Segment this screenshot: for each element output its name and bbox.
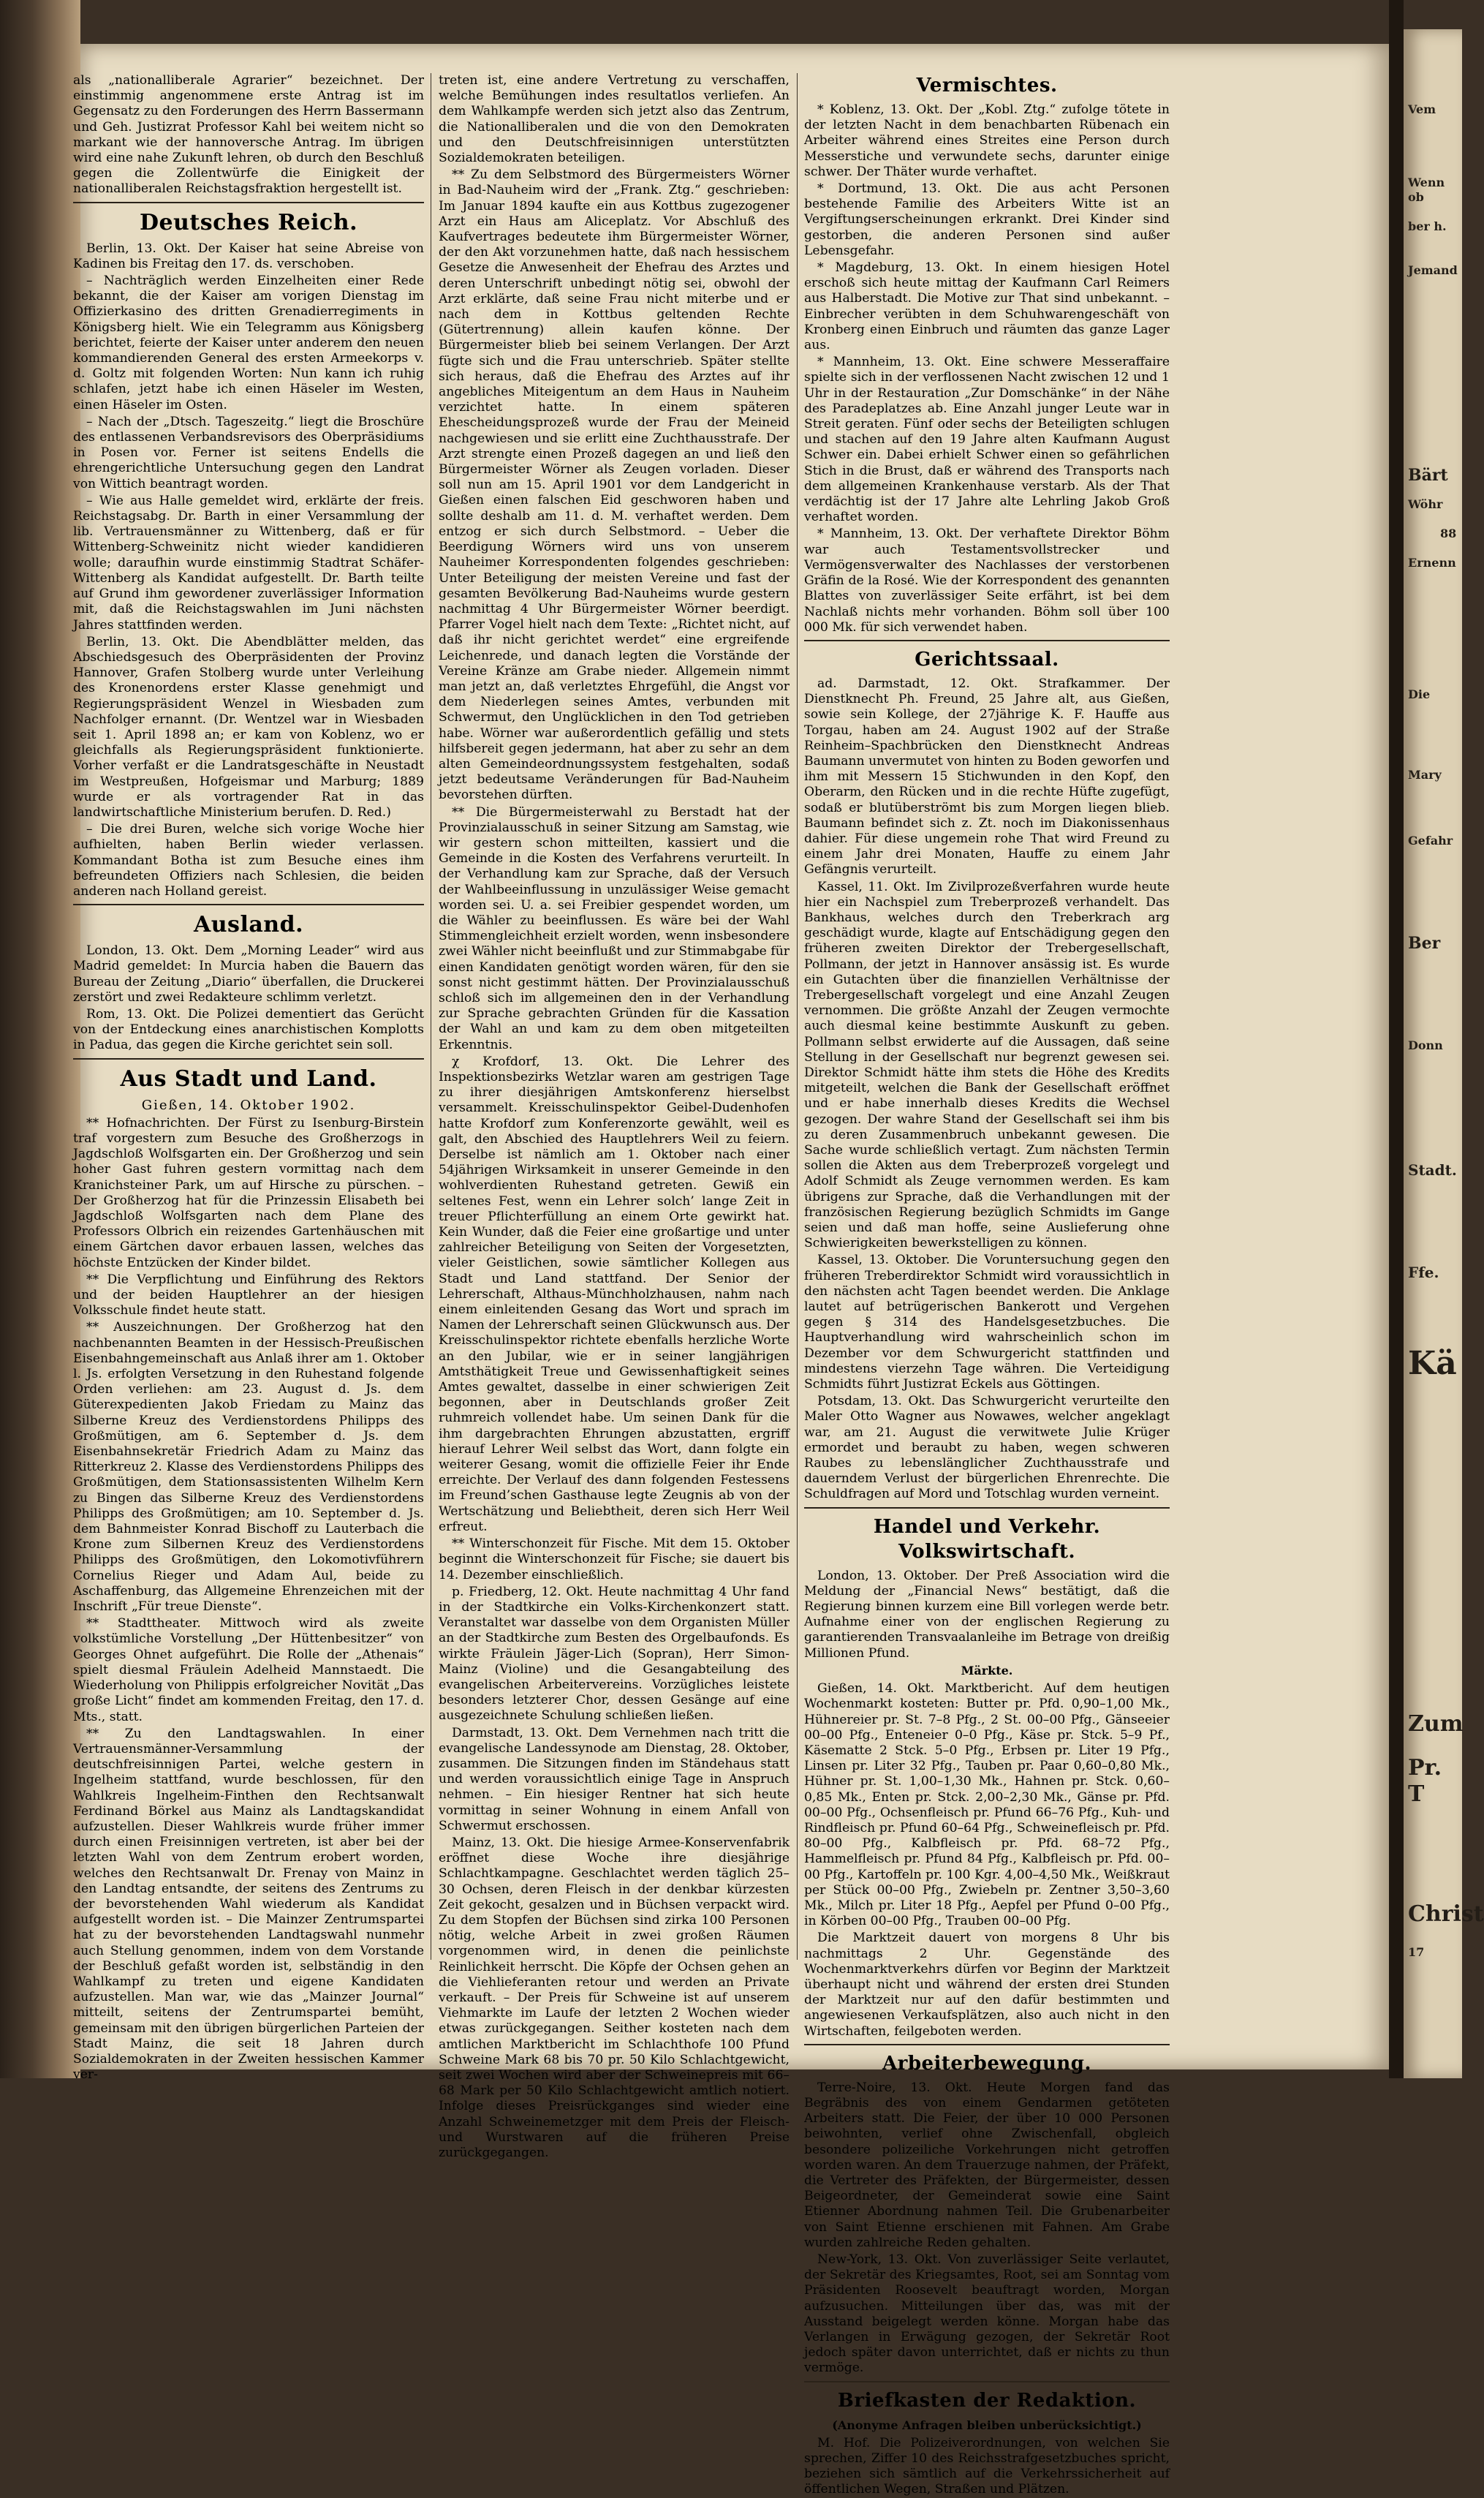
article-paragraph: ** Hofnachrichten. Der Fürst zu Isenburg-Birstein traf vorgestern zum Besuche des Großherzogs in Jagdschloß Wolfsgarten ein. Der Großherzog und sein hoher Gast fuhren gestern vormittag nach dem Kranichsteiner Park, um auf Hirsche zu pürschen. – Der Großherzog hat für die Prinzessin Elisabeth bei Jagdschloß Wolfsgarten nach dem Plane des Professors Olbrich ein reizendes Gartenhäuschen mit einem Gärtchen davor erbauen lassen, welches das höchste Entzücken der Kinder bildet. [73, 1115, 424, 1270]
subheading-maerkte: Märkte. [961, 1663, 1013, 1678]
divider [804, 2044, 1170, 2045]
column-3 [804, 73, 1170, 2497]
fragment-0: Vem [1408, 102, 1436, 116]
article-paragraph: New-York, 13. Okt. Von zuverlässiger Seite verlautet, der Sekretär des Kriegsamtes, Root, sei am Sonntag vom Präsidenten Roosevelt beauftragt worden, Morgan aufzusuchen. Mitteilungen über das, was mit der Ausstand beigelegt werden könne. Morgan habe das Verlangen in Erwägung gezogen, der Sekretär Root jedoch später davon unterrichtet, daß er nichts zu thun vermöge. [804, 2252, 1170, 2376]
intro-paragraph: als „nationalliberale Agrarier“ bezeichnet. Der einstimmig angenommene erste Antrag ist im Gegensatz zu den Forderungen des Herrn Bassermann und Geh. Justizrat Professor Kahl bei weitem nicht so markant wie der hannoversche Antrag. Im übrigen wird eine nahe Zukunft lehren, ob durch den Beschluß gegen die Zollentwürfe die Einigkeit der nationalliberalen Reichstagsfraktion hergestellt ist. [73, 73, 424, 197]
fragment-11: Ber [1408, 934, 1441, 953]
article-paragraph: treten ist, eine andere Vertretung zu verschaffen, welche Bemühungen indes resultatlos verliefen. An dem Wahlkampfe werden sich jetzt also das Zentrum, die Nationalliberalen und die von den Demokraten und den Deutschfreisinnigen unterstützten Sozialdemokraten beteiligen. [439, 73, 790, 166]
fragment-12: Donn [1408, 1038, 1443, 1052]
fragment-15: Kä [1408, 1345, 1457, 1382]
fragment-2: ber h. [1408, 219, 1447, 233]
article-paragraph: ad. Darmstadt, 12. Okt. Strafkammer. Der Dienstknecht Ph. Freund, 25 Jahre alt, aus Gießen, sowie sein Kollege, der 27jährige K. F. Hauffe aus Torgau, haben am 24. August 1902 auf der Straße Reinheim–Spachbrücken den Dienstknecht Andreas Baumann unvermutet von hinten zu Boden geworfen und ihm mit Messern 15 Stichwunden in den Kopf, den Oberarm, den Rücken und in die rechte Hüfte zugefügt, sodaß er blutüberströmt bis zum Morgen liegen blieb. Baumann befindet sich z. Zt. noch im Diakonissenhaus dahier. Für diese ungemein rohe That wird Freund zu einem Jahr drei Monaten, Hauffe zu einem Jahr Gefängnis verurteilt. [804, 676, 1170, 878]
article-paragraph: ** Stadttheater. Mittwoch wird als zweite volkstümliche Vorstellung „Der Hüttenbesitzer“ von Georges Ohnet aufgeführt. Die Rolle der „Athenais“ spielt diesmal Fräulein Adelheid Mannstaedt. Die Wiederholung von Philippis erfolgreicher Novität „Das große Licht“ findet am kommenden Freitag, den 17. d. Mts., statt. [73, 1616, 424, 1724]
heading-briefkasten: Briefkasten der Redaktion. [837, 2389, 1137, 2412]
fragment-4: Bärt [1408, 466, 1448, 485]
divider [804, 2381, 1170, 2382]
column-2 [439, 73, 790, 2161]
article-paragraph: Mainz, 13. Okt. Die hiesige Armee-Konservenfabrik eröffnet diese Woche ihre diesjährige Schlachtkampagne. Geschlachtet werden täglich 25–30 Ochsen, deren Fleisch in der denkbar kürzesten Zeit gekocht, gesalzen und in Büchsen verpackt wird. Zu dem Stopfen der Büchsen sind zirka 100 Personen nötig, welche Arbeit in zwei großen Räumen vorgenommen wird, in denen die peinlichste Reinlichkeit herrscht. Die Köpfe der Ochsen gehen an die Viehlieferanten retour und werden an Private verkauft. – Der Preis für Schweine ist auf unserem Viehmarkte im Laufe der letzten 2 Wochen wieder etwas zurückgegangen. Seither kosteten nach dem amtlichen Marktbericht im Schlachthofe 100 Pfund Schweine Mark 68 bis 70 pr. 50 Kilo Schlachtgewicht, seit zwei Wochen wird aber der Schweinepreis mit 66–68 Mark per 50 Kilo Schlachtgewicht amtlich notiert. Infolge dieses Preisrückganges sind wieder eine Anzahl Schweinemetzger mit dem Preis der Fleisch- und Wurstwaren auf die früheren Preise zurückgegangen. [439, 1835, 790, 2161]
article-paragraph: Rom, 13. Okt. Die Polizei dementiert das Gerücht von der Entdeckung eines anarchistischen Komplotts in Padua, das gegen die Kirche gerichtet sein soll. [73, 1006, 424, 1053]
article-paragraph: * Magdeburg, 13. Okt. In einem hiesigen Hotel erschoß sich heute mittag der Kaufmann Carl Reimers aus Halberstadt. Die Motive zur That sind unbekannt. – Einbrecher verübten in dem Schuhwarengeschäft von Kronberg einen Einbruch und räumten das ganze Lager aus. [804, 260, 1170, 353]
article-paragraph: ** Die Bürgermeisterwahl zu Berstadt hat der Provinzialausschuß in seiner Sitzung am Samstag, wie wir gestern schon mitteilten, kassiert und die Gemeinde in die Kosten des Verfahrens verurteilt. In der Verhandlung kam zur Sprache, daß der Versuch der Wahlbeeinflussung in unzulässiger Weise gemacht worden sei. U. a. sei Freibier gespendet worden, um die Wähler zu beeinflussen. Es wäre bei der Wahl Stimmengleichheit erzielt worden, wenn insbesondere zwei Wähler nicht beeinflußt und zur Stimmabgabe für einen Kandidaten genötigt worden wären, für den sie sonst nicht gestimmt hätten. Der Provinzialausschuß schloß sich im allgemeinen den in der Verhandlung zur Sprache gebrachten Gründen für die Kassation der Wahl an und kam zu dem oben mitgeteilten Erkenntnis. [439, 804, 790, 1052]
heading-aus-stadt-und-land: Aus Stadt und Land. [120, 1065, 377, 1092]
divider [73, 904, 424, 905]
article-paragraph: Terre-Noire, 13. Okt. Heute Morgen fand das Begräbnis des von einem Gendarmen getöteten Arbeiters statt. Die Feier, der über 10 000 Personen beiwohnten, verlief ohne Zwischenfall, obgleich besondere polizeiliche Vorkehrungen nicht getroffen worden waren. An dem Trauerzuge nahmen, der Präfekt, die Vertreter des Präfekten, der Bürgermeister, dessen Beigeordneter, der Gemeinderat sowie eine Saint Etienner Abordnung nahmen Teil. Die Grubenarbeiter von Saint Etienne erschienen mit Fahnen. Am Grabe wurden zahlreiche Reden gehalten. [804, 2080, 1170, 2250]
fragment-1: Wenn ob [1408, 176, 1445, 204]
article-paragraph: * Mannheim, 13. Okt. Der verhaftete Direktor Böhm war auch Testamentsvollstrecker und Vermögensverwalter des Nachlasses der verstorbenen Gräfin de la Rosé. Wie der Korrespondent des genannten Blattes von zuverlässiger Seite erfährt, ist bei dem Nachlaß nichts mehr vorhanden. Böhm soll über 100 000 Mk. für sich verwendet haben. [804, 527, 1170, 635]
article-paragraph: * Dortmund, 13. Okt. Die aus acht Personen bestehende Familie des Arbeiters Witte ist an Vergiftungserscheinungen erkrankt. Drei Kinder sind gestorben, die anderen Personen sind außer Lebensgefahr. [804, 181, 1170, 258]
heading-deutsches-reich: Deutsches Reich. [139, 209, 358, 235]
article-paragraph: ** Die Verpflichtung und Einführung des Rektors und der beiden Hauptlehrer an der hiesigen Volksschule findet heute statt. [73, 1272, 424, 1318]
article-paragraph: * Mannheim, 13. Okt. Eine schwere Messeraffaire spielte sich in der verflossenen Nacht zwischen 12 und 1 Uhr in der Restauration „Zur Domschänke“ in der Nähe des Paradeplatzes ab. Eine Anzahl junger Leute war in Streit geraten. Fünf oder sechs der Beteiligten schlugen und stachen auf den 19 Jahre alten Kaufmann August Schwer ein. Dabei erhielt Schwer einen so gefährlichen Stich in die Brust, daß er während des Transports nach dem allgemeinen Krankenhause verstarb. Als der That verdächtig ist der 17 Jahre alte Lehrling Jakob Groß verhaftet worden. [804, 355, 1170, 525]
page-gutter [1389, 0, 1404, 2078]
article-paragraph: Die Marktzeit dauert von morgens 8 Uhr bis nachmittags 2 Uhr. Gegenstände des Wochenmarktverkehrs dürfen vor Beginn der Marktzeit überhaupt nicht und während der ersten drei Stunden der Marktzeit nur auf den dafür bestimmten und angewiesenen Verkaufsplätzen, also auch nicht in den Wirtschaften, feilgeboten werden. [804, 1931, 1170, 2039]
article-paragraph: ** Zu den Landtagswahlen. In einer Vertrauensmänner-Versammlung der deutschfreisinnigen Partei, welche gestern in Ingelheim stattfand, wurde beschlossen, für den Wahlkreis Ingelheim-Finthen den Rechtsanwalt Ferdinand Börkel aus Mainz als Landtagskandidat aufzustellen. Dieser Wahlkreis wurde früher immer durch einen Freisinnigen vertreten, ist aber bei der letzten Wahl von dem Zentrum erobert worden, welches den Rechtsanwalt Dr. Frenay von Mainz in den Landtag entsandte, der seitens des Zentrums zu der bevorstehenden Wahl wiederum als Kandidat aufgestellt worden ist. – Die Mainzer Zentrumspartei hat zu der bevorstehenden Landtagswahl nunmehr auch Stellung genommen, indem von dem Vorstande der Beschluß gefaßt worden ist, selbständig in den Wahlkampf zu treten und eigene Kandidaten aufzustellen. Man war, wie das „Mainzer Journal“ mitteilt, seitens der Zentrumspartei bemüht, gemeinsam mit den übrigen bürgerlichen Parteien der Stadt Mainz, die seit 18 Jahren durch Sozialdemokraten in der Zweiten hessischen Kammer ver- [73, 1726, 424, 2083]
heading-ausland: Ausland. [193, 912, 304, 938]
article-paragraph: * Koblenz, 13. Okt. Der „Kobl. Ztg.“ zufolge tötete in der letzten Nacht in dem benachbarten Rübenach ein Arbeiter während eines Streites eine Person durch Messerstiche und verwundete sechs, darunter einige schwer. Der Thäter wurde verhaftet. [804, 102, 1170, 179]
fragment-19: 17 [1408, 1945, 1425, 1959]
fragment-3: Jemand [1408, 263, 1458, 277]
article-paragraph: – Nach der „Dtsch. Tageszeitg.“ liegt die Broschüre des entlassenen Verbandsrevisors des Oberpräsidiums in Posen vor. Ferner ist seitens Endells die ehrengerichtliche Untersuchung gegen den Landrat von Wittich beantragt worden. [73, 414, 424, 491]
article-paragraph: London, 13. Oktober. Der Preß Association wird die Meldung der „Financial News“ bestätigt, daß die Regierung binnen kurzem eine Bill vorlegen werde betr. Aufnahme einer von der englischen Regierung zu garantierenden Transvaalanleihe im Betrage von dreißig Millionen Pfund. [804, 1568, 1170, 1661]
article-paragraph: p. Friedberg, 12. Okt. Heute nachmittag 4 Uhr fand in der Stadtkirche ein Volks-Kirchenkonzert statt. Veranstaltet war dasselbe von dem Organisten Müller an der Stadtkirche zum Besten des Orgelbaufonds. Es wirkte Fräulein Jäger-Lich (Sopran), Herr Simon-Mainz (Violine) und die Gesangabteilung des evangelischen Arbeitervereins. Vorzügliches leistete besonders letzterer Chor, dessen Gesänge auf eine ausgezeichnete Schulung schließen ließen. [439, 1584, 790, 1724]
article-paragraph: – Die drei Buren, welche sich vorige Woche hier aufhielten, haben Berlin wieder verlassen. Kommandant Botha ist zum Besuche eines ihm befreundeten Offiziers nach Schlesien, die beiden anderen nach Holland gereist. [73, 822, 424, 899]
heading-vermischtes: Vermischtes. [916, 75, 1058, 97]
fragment-13: Stadt. [1408, 1161, 1457, 1179]
divider [73, 202, 424, 203]
divider [804, 640, 1170, 641]
article-paragraph: ** Auszeichnungen. Der Großherzog hat den nachbenannten Beamten in der Hessisch-Preußischen Eisenbahngemeinschaft aus Anlaß ihrer am 1. Oktober l. Js. erfolgten Versetzung in den Ruhestand folgende Orden verliehen: am 23. August d. Js. dem Güterexpedienten Jakob Friedam zu Mainz das Silberne Kreuz des Verdienstordens Philipps des Großmütigen, am 6. September d. Js. dem Eisenbahnsekretär Friedrich Adam zu Mainz das Ritterkreuz 2. Klasse des Verdienstordens Philipps des Großmütigen, dem Stationsassistenten Wilhelm Kern zu Bingen das Silberne Kreuz des Verdienstordens Philipps des Großmütigen; am 10. September d. Js. dem Bahnmeister Konrad Bischoff zu Lauterbach die Krone zum Silbernen Kreuz des Verdienstordens Philipps des Großmütigen, den Lokomotivführern Cornelius Rieger und Adam Aul, beide zu Aschaffenburg, das Allgemeine Ehrenzeichen mit der Inschrift „Für treue Dienste“. [73, 1320, 424, 1615]
heading-gerichtssaal: Gerichtssaal. [915, 648, 1059, 671]
heading-arbeiterbewegung: Arbeiterbewegung. [882, 2052, 1092, 2075]
adjacent-page-edge [1404, 29, 1484, 2078]
fragment-5: Wöhr [1408, 497, 1443, 511]
article-paragraph: – Wie aus Halle gemeldet wird, erklärte der freis. Reichstagsabg. Dr. Barth in einer Versammlung der lib. Vertrauensmänner zu Wittenberg, daß er für Wittenberg-Schweinitz nicht wieder kandidieren wolle; daraufhin wurde einstimmig Stadtrat Schäfer-Wittenberg als Kandidat aufgestellt. Dr. Barth teilte auf Grund ihm gewordener zuverlässiger Information mit, daß die Reichstagswahlen im Juni nächsten Jahres stattfinden werden. [73, 493, 424, 633]
article-paragraph: ** Zu dem Selbstmord des Bürgermeisters Wörner in Bad-Nauheim wird der „Frank. Ztg.“ geschrieben: Im Januar 1894 kaufte ein aus Kottbus zugezogener Arzt ein Haus am Aliceplatz. Vor Abschluß des Kaufvertrages bedeutete ihm Bürgermeister Wörner, der den Akt vorzunehmen hatte, daß nach hessischem Gesetze die Anwesenheit der Ehefrau des Arztes und deren Unterschrift unbedingt nötig sei, obwohl der Arzt erklärte, daß seine Frau nicht miterbe und er nach dem in Kottbus geltenden Rechte (Gütertrennung) allein kaufen könne. Der Bürgermeister blieb bei seinem Verlangen. Der Arzt fügte sich und die Frau unterschrieb. Später stellte sich heraus, daß die Ehefrau des Arztes auf ihr angebliches Miteigentum an dem Haus in Nauheim verzichtet hatte. In einem späteren Ehescheidungsprozeß wurde der Frau der Meineid nachgewiesen und sie erlitt eine Zuchthausstrafe. Der Arzt strengte einen Prozeß dagegen an und ließ den Bürgermeister Wörner als Zeugen vorladen. Dieser soll nun am 15. April 1901 vor dem Landgericht in Gießen einen falschen Eid geschworen haben und sollte deshalb am 11. d. M. verhaftet werden. Dem entzog er sich durch Selbstmord. – Ueber die Beerdigung Wörners wird uns von unserem Nauheimer Korrespondenten folgendes geschrieben: Unter Beteiligung der meisten Vereine und fast der gesamten Bevölkerung Bad-Nauheims wurde gestern nachmittag 4 Uhr Bürgermeister Wörner beerdigt. Pfarrer Vogel hielt nach dem Texte: „Richtet nicht, auf daß ihr nicht gerichtet werdet“ eine ergreifende Leichenrede, und danach legten die Vorstände der Vereine Kränze am Grabe nieder. Allgemein nimmt man jetzt an, daß verletztes Ehrgefühl, die Angst vor dem Niederlegen seines Amtes, verbunden mit Schwermut, den Unglücklichen in den Tod getrieben habe. Wörner war außerordentlich gefällig und stets hilfsbereit gegen jedermann, hat aber zu sehr an dem alten Gemeindeordnungssystem festgehalten, sodaß jetzt bedeutsame Veränderungen für Bad-Nauheim bevorstehen dürften. [439, 167, 790, 803]
dateline: Gießen, 14. Oktober 1902. [141, 1097, 356, 1113]
fragment-14: Ffe. [1408, 1264, 1439, 1281]
fragment-10: Gefahr [1408, 834, 1453, 848]
briefkasten-note: (Anonyme Anfragen bleiben unberücksichtigt.) [832, 2418, 1142, 2432]
article-paragraph: Gießen, 14. Okt. Marktbericht. Auf dem heutigen Wochenmarkt kosteten: Butter pr. Pfd. 0,90–1,00 Mk., Hühnereier pr. St. 7–8 Pfg., 2 St. 00–00 Pfg., Gänseeier 00–00 Pfg., Enteneier 0–0 Pfg., Käse pr. Stck. 5–9 Pf., Käsematte 2 Stck. 5–0 Pfg., Erbsen pr. Liter 19 Pfg., Linsen pr. Liter 32 Pfg., Tauben pr. Paar 0,60–0,80 Mk., Hühner pr. St. 1,00–1,30 Mk., Hahnen pr. Stck. 0,60–0,85 Mk., Enten pr. Stck. 2,00–2,30 Mk., Gänse pr. Pfd. 00–00 Pfg., Ochsenfleisch pr. Pfund 66–76 Pfg., Kuh- und Rindfleisch pr. Pfund 60–64 Pfg., Schweinefleisch pr. Pfd. 80–00 Pfg., Kalbfleisch pr. Pfd. 68–72 Pfg., Hammelfleisch pr. Pfund 84 Pfg., Kalbfleisch pr. Pfd. 00–00 Pfg., Kartoffeln pr. 100 Kgr. 4,00–4,50 Mk., Weißkraut per Stück 00–00 Pfg., Zwiebeln pr. Zentner 3,50–3,60 Mk., Milch pr. Liter 18 Pfg., Aepfel per Pfund 0–00 Pfg., in Körben 00–00 Pfg., Trauben 00–00 Pfg. [804, 1681, 1170, 1929]
fragment-7: Ernenn [1408, 556, 1456, 570]
fragment-6: 88 [1440, 527, 1457, 540]
fragment-9: Mary [1408, 768, 1442, 782]
fragment-17: Pr. T [1408, 1755, 1442, 1807]
heading-handel-und-verkehr: Handel und Verkehr. Volkswirtschaft. [873, 1515, 1101, 1563]
column-1 [73, 73, 424, 2083]
article-paragraph: Darmstadt, 13. Okt. Dem Vernehmen nach tritt die evangelische Landessynode am Dienstag, 28. Oktober, zusammen. Die Sitzungen finden im Ständehaus statt und werden voraussichtlich einige Tage in Anspruch nehmen. – Ein hiesiger Rentner hat sich heute vormittag in seiner Wohnung in einem Anfall von Schwermut erschossen. [439, 1725, 790, 1833]
article-paragraph: Kassel, 11. Okt. Im Zivilprozeßverfahren wurde heute hier ein Nachspiel zum Treberprozeß verhandelt. Das Bankhaus, welches durch den Treberkrach arg geschädigt wurde, klagte auf Entschädigung gegen den früheren zweiten Direktor der Trebergesellschaft, Pollmann, der jetzt in Hannover ansässig ist. Es wurde ein Gutachten über die finanziellen Verhältnisse der Trebergesellschaft vorgelegt und eine Anzahl Zeugen vernommen. Die größte Anzahl der Zeugen vermochte auch diesmal keine bestimmte Auskunft zu geben. Pollmann selbst erwiderte auf die Aussagen, daß seine Stellung in der Gesellschaft nur begrenzt gewesen sei. Direktor Schmidt hätte ihm stets die Höhe des Kredits mitgeteilt, welchen die Bank der Gesellschaft eröffnet und er habe innerhalb dieses Kredits die Wechsel gezogen. Der wahre Stand der Gesellschaft sei ihm bis zu deren Zusammenbruch unbekannt gewesen. Die Sache wurde schließlich vertagt. Zum nächsten Termin sollen die Akten aus dem Treberprozeß vorgelegt und Adolf Schmidt als Zeuge vernommen werden. Es kam übrigens zur Sprache, daß die Verhandlungen mit der französischen Regierung bezüglich Schmidts im Gange seien und daß man hoffe, seine Auslieferung ohne Schwierigkeiten bewerkstelligen zu können. [804, 879, 1170, 1251]
article-paragraph: Berlin, 13. Okt. Die Abendblätter melden, das Abschiedsgesuch des Oberpräsidenten der Provinz Hannover, Grafen Stolberg wurde unter Verleihung des Kronenordens erster Klasse genehmigt und Regierungspräsident Wenzel in Wiesbaden zum Nachfolger ernannt. (Dr. Wentzel war in Wiesbaden seit 1. April 1898 an; er kam von Koblenz, wo er gleichfalls als Regierungspräsident funktionierte. Vorher verfaßt er die Landratsgeschäfte in Neustadt im Westpreußen, Hofgeismar und Marburg; 1889 wurde er als vortragender Rat in das landwirtschaftliche Ministerium berufen. D. Red.) [73, 634, 424, 820]
article-paragraph: χ Krofdorf, 13. Okt. Die Lehrer des Inspektionsbezirks Wetzlar waren am gestrigen Tage zu ihrer diesjährigen Amtskonferenz hierselbst versammelt. Kreisschulinspektor Geibel-Dudenhofen hatte Krofdorf zum Konferenzorte gewählt, weil es galt, den Abschied des Hauptlehrers Weil zu feiern. Derselbe ist nämlich am 1. Oktober nach einer 54jährigen Wirksamkeit in unserer Gemeinde in den wohlverdienten Ruhestand getreten. Gewiß ein seltenes Fest, wenn ein Lehrer solch’ lange Zeit in treuer Pflichterfüllung an einem Orte gewirkt hat. Kein Wunder, daß die Feier eine großartige und unter zahlreicher Beteiligung von Seiten der Vorgesetzten, vieler Geistlichen, sowie sämtlicher Kollegen aus Stadt und Land stattfand. Der Senior der Lehrerschaft, Althaus-Münchholzhausen, nahm nach einem einleitenden Gesang das Wort und sprach im Namen der Lehrerschaft seinen Glückwunsch aus. Der Kreisschulinspektor richtete ebenfalls herzliche Worte an den Jubilar, wie er in seiner langjährigen Amtsthätigkeit Treue und Gewissenhaftigkeit seines Amtes gewaltet, dasselbe in einer schwierigen Zeit begonnen, aber in Deutschlands großer Zeit ruhmreich vollendet habe. Um seinen Dank für die ihm dargebrachten Ehrungen abzustatten, ergriff hierauf Lehrer Weil selbst das Wort, dann folgte ein weiterer Gesang, womit die offizielle Feier ihr Ende erreichte. Der Verlauf des dann folgenden Festessens im Freund’schen Gasthause legte Zeugnis ab von der Wertschätzung und Beliebtheit, deren sich Herr Weil erfreut. [439, 1054, 790, 1534]
fragment-16: Zum [1408, 1711, 1464, 1737]
article-paragraph: Potsdam, 13. Okt. Das Schwurgericht verurteilte den Maler Otto Wagner aus Nowawes, welcher angeklagt war, am 21. August die verwitwete Julie Krüger ermordet und beraubt zu haben, wegen schweren Raubes zu lebenslänglicher Zuchthausstrafe und dauerndem Verlust der bürgerlichen Ehrenrechte. Die Schuldfragen auf Mord und Totschlag wurden verneint. [804, 1394, 1170, 1502]
divider [73, 1058, 424, 1060]
article-paragraph: Kassel, 13. Oktober. Die Voruntersuchung gegen den früheren Treberdirektor Schmidt wird voraussichtlich in den nächsten acht Tagen beendet werden. Die Anklage lautet auf betrügerischen Bankerott und Vergehen gegen § 314 des Handelsgesetzbuches. Die Hauptverhandlung wird wahrscheinlich schon im Dezember vor dem Schwurgericht stattfinden und mindestens vierzehn Tage währen. Die Verteidigung Schmidts führt Justizrat Eckels aus Göttingen. [804, 1253, 1170, 1392]
article-paragraph: Berlin, 13. Okt. Der Kaiser hat seine Abreise von Kadinen bis Freitag den 17. ds. verschoben. [73, 241, 424, 271]
article-paragraph: M. Hof. Die Polizeiverordnungen, von welchen Sie sprechen, Ziffer 10 des Reichsstrafgesetzbuches spricht, beziehen sich sämtlich auf die Verkehrssicherheit auf öffentlichen Wegen, Straßen und Plätzen. [804, 2435, 1170, 2497]
article-paragraph: ** Winterschonzeit für Fische. Mit dem 15. Oktober beginnt die Winterschonzeit für Fische; sie dauert bis 14. Dezember einschließlich. [439, 1536, 790, 1582]
fragment-8: Die [1408, 687, 1431, 701]
article-paragraph: London, 13. Okt. Dem „Morning Leader“ wird aus Madrid gemeldet: In Murcia haben die Bauern das Bureau der Zeitung „Diario“ überfallen, die Druckerei zerstört und zwei Redakteure schlimm verletzt. [73, 943, 424, 1005]
column-rule [797, 73, 798, 1960]
fragment-18: Christ [1408, 1901, 1484, 1927]
book-spine [0, 0, 80, 2078]
divider [804, 1507, 1170, 1509]
article-paragraph: – Nachträglich werden Einzelheiten einer Rede bekannt, die der Kaiser am vorigen Dienstag im Offizierkasino des dritten Grenadierregiments in Königsberg hielt. Wie ein Telegramm aus Königsberg berichtet, feierte der Kaiser unter anderem den neuen kommandierenden General des ersten Armeekorps v. d. Goltz mit folgenden Worten: Nun kann ich ruhig schlafen, jetzt habe ich einen Häseler im Westen, einen Häseler im Osten. [73, 273, 424, 412]
